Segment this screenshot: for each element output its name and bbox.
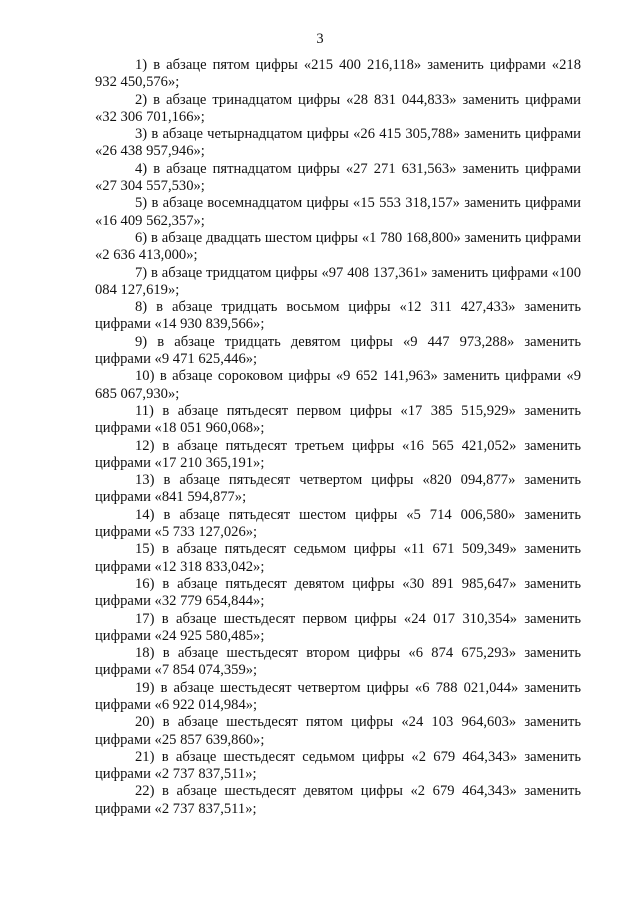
item-text: в абзаце пятьдесят девятом цифры «30 891 985,647» заменить цифрами «32 779 654,844»; <box>95 575 581 610</box>
list-item <box>95 57 581 92</box>
item-number: 17) <box>135 610 155 627</box>
item-number: 12) <box>135 437 155 454</box>
list-item <box>95 195 581 230</box>
list-item <box>95 126 581 161</box>
item-text: в абзаце тринадцатом цифры «28 831 044,833» заменить цифрами «32 306 701,166»; <box>95 91 581 125</box>
list-item <box>95 714 581 749</box>
item-text: в абзаце шестьдесят седьмом цифры «2 679 464,343» заменить цифрами «2 737 837,511»; <box>95 748 581 783</box>
list-item <box>95 783 581 818</box>
page-number: 3 <box>316 31 324 47</box>
item-text: в абзаце шестьдесят первом цифры «24 017 310,354» заменить цифрами «24 925 580,485»; <box>95 610 581 644</box>
item-text: в абзаце пятьдесят шестом цифры «5 714 006,580» заменить цифрами «5 733 127,026»; <box>95 506 581 541</box>
item-text: в абзаце пятнадцатом цифры «27 271 631,563» заменить цифрами «27 304 557,530»; <box>95 160 581 195</box>
item-text: в абзаце сороковом цифры «9 652 141,963» заменить цифрами «9 685 067,930»; <box>95 368 582 402</box>
item-text: в абзаце тридцать восьмом цифры «12 311 427,433» заменить цифрами «14 930 839,566»; <box>95 299 581 333</box>
item-number: 3) <box>135 126 148 143</box>
item-number: 13) <box>135 472 155 489</box>
item-number: 6) <box>135 229 148 246</box>
item-number: 19) <box>135 679 155 696</box>
item-number: 16) <box>135 575 155 592</box>
item-number: 18) <box>135 645 155 662</box>
item-text: в абзаце шестьдесят втором цифры «6 874 675,293» заменить цифрами «7 854 074,359»; <box>95 645 581 679</box>
item-text: в абзаце шестьдесят девятом цифры «2 679 464,343» заменить цифрами «2 737 837,511»; <box>95 783 581 817</box>
list-item <box>95 230 581 265</box>
item-text: в абзаце пятьдесят третьем цифры «16 565 421,052» заменить цифрами «17 210 365,191»; <box>95 437 581 471</box>
item-number: 4) <box>135 160 148 177</box>
item-number: 10) <box>135 368 155 385</box>
item-number: 2) <box>135 91 148 108</box>
list-item <box>95 403 581 438</box>
item-number: 9) <box>135 333 148 350</box>
item-number: 15) <box>135 541 155 558</box>
item-text: в абзаце четырнадцатом цифры «26 415 305,788» заменить цифрами «26 438 957,946»; <box>95 126 581 160</box>
item-number: 8) <box>135 299 148 316</box>
list-item <box>95 92 581 127</box>
list-item <box>95 368 581 403</box>
item-text: в абзаце шестьдесят пятом цифры «24 103 964,603» заменить цифрами «25 857 639,860»; <box>95 714 581 748</box>
item-number: 20) <box>135 714 155 731</box>
item-text: в абзаце двадцать шестом цифры «1 780 168,800» заменить цифрами «2 636 413,000»; <box>95 229 582 264</box>
list-item <box>95 472 581 507</box>
item-text: в абзаце шестьдесят четвертом цифры «6 788 021,044» заменить цифрами «6 922 014,984»; <box>95 679 581 713</box>
list-item <box>95 576 581 611</box>
item-number: 7) <box>135 264 148 281</box>
list-item <box>95 645 581 680</box>
list-item <box>95 299 581 334</box>
item-text: в абзаце тридцать девятом цифры «9 447 973,288» заменить цифрами «9 471 625,446»; <box>95 333 581 368</box>
item-text: в абзаце восемнадцатом цифры «15 553 318,157» заменить цифрами «16 409 562,357»; <box>95 195 581 229</box>
item-number: 22) <box>135 783 155 800</box>
item-number: 5) <box>135 195 148 212</box>
item-number: 1) <box>135 57 148 73</box>
item-number: 21) <box>135 748 155 765</box>
item-number: 11) <box>135 402 154 419</box>
list-item <box>95 680 581 715</box>
list-item <box>95 334 581 369</box>
list-item <box>95 265 581 300</box>
item-number: 14) <box>135 506 155 523</box>
list-item <box>95 749 581 784</box>
list-item <box>95 438 581 473</box>
list-item <box>95 611 581 646</box>
list-item <box>95 541 581 576</box>
list-item <box>95 507 581 542</box>
list-item <box>95 161 581 196</box>
amendment-list <box>95 57 581 818</box>
item-text: в абзаце пятом цифры «215 400 216,118» заменить цифрами «218 932 450,576»; <box>95 57 581 91</box>
item-text: в абзаце тридцатом цифры «97 408 137,361» заменить цифрами «100 084 127,619»; <box>95 264 581 298</box>
item-text: в абзаце пятьдесят четвертом цифры «820 094,877» заменить цифрами «841 594,877»; <box>95 472 581 506</box>
item-text: в абзаце пятьдесят первом цифры «17 385 515,929» заменить цифрами «18 051 960,068»; <box>95 402 581 437</box>
item-text: в абзаце пятьдесят седьмом цифры «11 671 509,349» заменить цифрами «12 318 833,042»; <box>95 541 581 575</box>
